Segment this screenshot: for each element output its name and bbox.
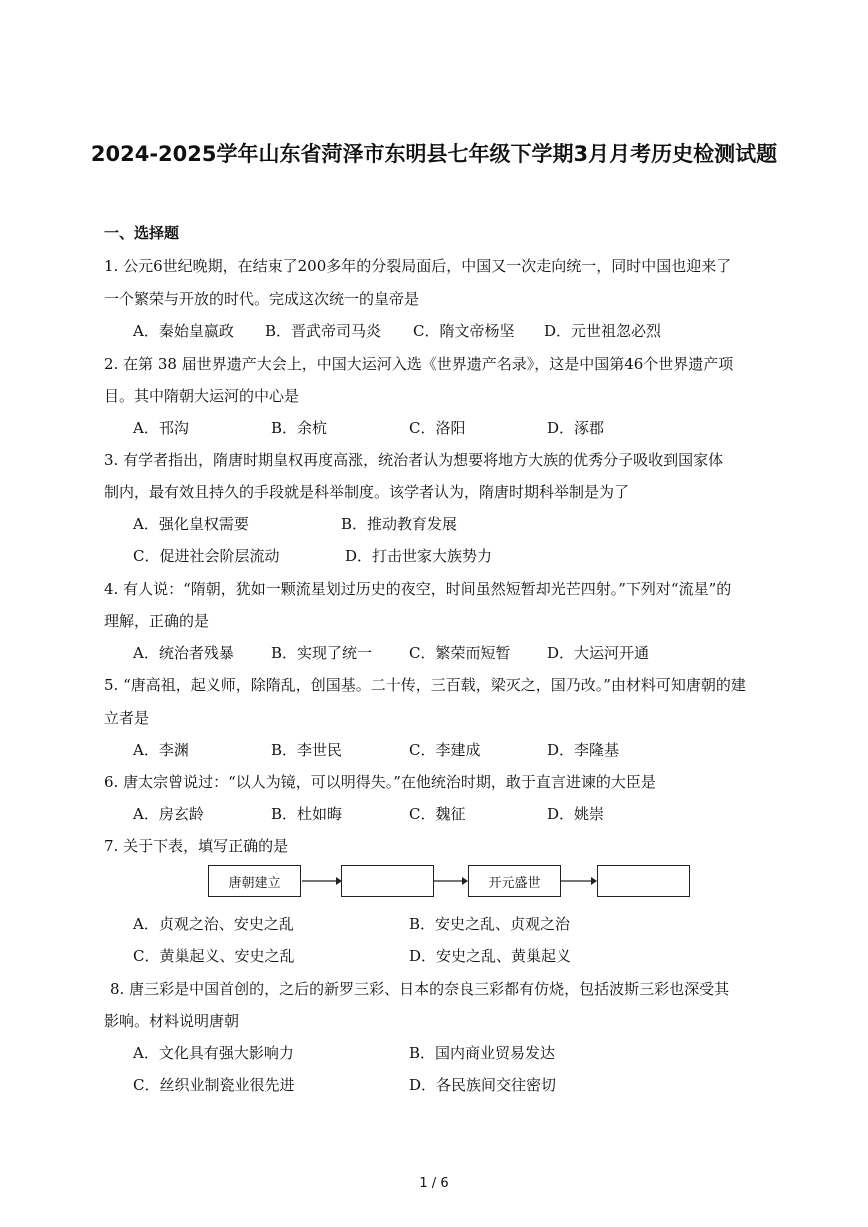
- flow-box-tang-founding: 唐朝建立: [208, 865, 301, 897]
- question-8-option-a: A．文化具有强大影响力: [133, 1044, 294, 1062]
- flow-box-blank-1: [341, 865, 434, 897]
- question-2-option-a: A．邗沟: [133, 419, 189, 437]
- flow-box-blank-2: [597, 865, 690, 897]
- question-1-option-d: D．元世祖忽必烈: [544, 322, 662, 340]
- page-title: 2024-2025学年山东省菏泽市东明县七年级下学期3月月考历史检测试题: [90, 142, 778, 166]
- question-5-line-1: 5. “唐高祖，起义师，除隋乱，创国基。二十传，三百载，梁灭之，国乃改。”由材料可知唐朝的建: [104, 676, 746, 694]
- question-5-line-2: 立者是: [104, 709, 150, 727]
- question-4-option-c: C．繁荣而短暂: [409, 644, 511, 662]
- flow-arrow-3: [561, 874, 597, 876]
- page-number: 1 / 6: [419, 1176, 449, 1191]
- question-8-option-c: C．丝织业制瓷业很先进: [133, 1076, 295, 1094]
- flow-box-kaiyuan: 开元盛世: [468, 865, 561, 897]
- question-2-line-2: 目。其中隋朝大运河的中心是: [104, 387, 300, 405]
- question-2-option-b: B．余杭: [271, 419, 328, 437]
- question-8-line-1: 8. 唐三彩是中国首创的，之后的新罗三彩、日本的奈良三彩都有仿烧，包括波斯三彩也深受其: [110, 980, 730, 998]
- question-8-option-d: D．各民族间交往密切: [409, 1076, 557, 1094]
- question-3-option-a: A．强化皇权需要: [133, 515, 249, 533]
- question-4-line-2: 理解，正确的是: [104, 612, 210, 630]
- question-4-option-a: A．统治者残暴: [133, 644, 234, 662]
- question-1-option-c: C．隋文帝杨坚: [413, 322, 515, 340]
- question-6-line-1: 6. 唐太宗曾说过：“以人为镜，可以明得失。”在他统治时期，敢于直言进谏的大臣是: [104, 773, 656, 791]
- question-4-option-d: D．大运河开通: [547, 644, 650, 662]
- question-3-line-1: 3. 有学者指出，隋唐时期皇权再度高涨，统治者认为想要将地方大族的优秀分子吸收到国家体: [104, 451, 724, 469]
- question-6-option-c: C．魏征: [409, 805, 466, 823]
- question-1-line-2: 一个繁荣与开放的时代。完成这次统一的皇帝是: [104, 290, 420, 308]
- question-7-option-b: B．安史之乱、贞观之治: [409, 915, 571, 933]
- question-7-option-d: D．安史之乱、黄巢起义: [409, 947, 572, 965]
- question-3-option-d: D．打击世家大族势力: [345, 547, 493, 565]
- question-8-option-b: B．国内商业贸易发达: [409, 1044, 556, 1062]
- question-4-option-b: B．实现了统一: [271, 644, 373, 662]
- question-6-option-b: B．杜如晦: [271, 805, 343, 823]
- question-2-option-c: C．洛阳: [409, 419, 466, 437]
- question-7-option-c: C．黄巢起义、安史之乱: [133, 947, 295, 965]
- question-5-option-a: A．李渊: [133, 741, 189, 759]
- question-6-option-d: D．姚崇: [547, 805, 605, 823]
- question-1-option-b: B．晋武帝司马炎: [265, 322, 382, 340]
- question-5-option-b: B．李世民: [271, 741, 343, 759]
- question-5-option-c: C．李建成: [409, 741, 481, 759]
- flow-arrow-1: [302, 874, 342, 876]
- question-5-option-d: D．李隆基: [547, 741, 620, 759]
- question-2-option-d: D．涿郡: [547, 419, 605, 437]
- question-7-line-1: 7. 关于下表，填写正确的是: [104, 837, 289, 855]
- question-6-option-a: A．房玄龄: [133, 805, 204, 823]
- question-8-line-2: 影响。材料说明唐朝: [104, 1012, 240, 1030]
- question-1-line-1: 1. 公元6世纪晚期，在结束了200多年的分裂局面后，中国又一次走向统一，同时中国也迎来了: [104, 257, 732, 275]
- question-1-option-a: A．秦始皇嬴政: [133, 322, 234, 340]
- question-3-line-2: 制内，最有效且持久的手段就是科举制度。该学者认为，隋唐时期科举制是为了: [104, 483, 630, 501]
- question-7-option-a: A．贞观之治、安史之乱: [133, 915, 294, 933]
- question-4-line-1: 4. 有人说：“隋朝，犹如一颗流星划过历史的夜空，时间虽然短暂却光芒四射。”下列对“流星”的: [104, 580, 732, 598]
- question-3-option-b: B．推动教育发展: [341, 515, 458, 533]
- flow-arrow-2: [434, 874, 468, 876]
- section-heading: 一、选择题: [104, 224, 180, 242]
- question-2-line-1: 2. 在第 38 届世界遗产大会上，中国大运河入选《世界遗产名录》，这是中国第46个世界遗产项: [104, 355, 734, 373]
- question-3-option-c: C．促进社会阶层流动: [133, 547, 280, 565]
